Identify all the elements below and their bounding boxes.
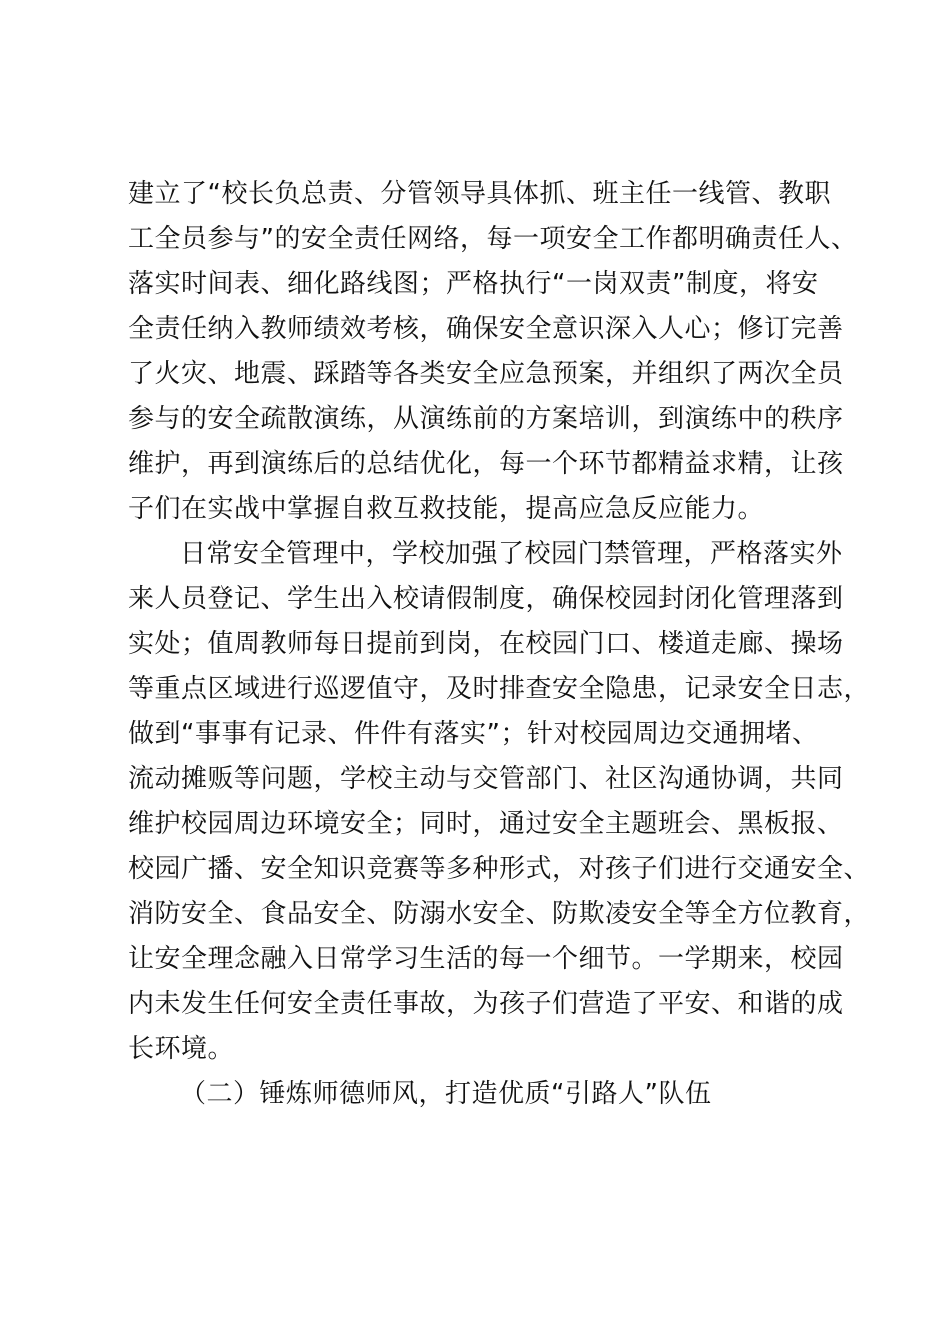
text-line: 参与的安全疏散演练，从演练前的方案培训，到演练中的秩序 [128, 404, 844, 434]
text-line: 做到“事事有记录、件件有落实”；针对校园周边交通拥堵、 [128, 719, 819, 749]
text-line: 维护，再到演练后的总结优化，每一个环节都精益求精，让孩 [128, 449, 844, 479]
text-line: 全责任纳入教师绩效考核，确保安全意识深入人心；修订完善 [128, 314, 844, 344]
text-line: 等重点区域进行巡逻值守，及时排查安全隐患，记录安全日志， [128, 674, 871, 704]
text-line: 建立了“校长负总责、分管领导具体抓、班主任一线管、教职 [128, 179, 831, 209]
text-line: 子们在实战中掌握自救互救技能，提高应急反应能力。 [128, 494, 765, 524]
text-line: 消防安全、食品安全、防溺水安全、防欺凌安全等全方位教育， [128, 899, 871, 929]
text-line: 校园广播、安全知识竞赛等多种形式，对孩子们进行交通安全、 [128, 854, 871, 884]
text-line: 来人员登记、学生出入校请假制度，确保校园封闭化管理落到 [128, 584, 844, 614]
text-line: 工全员参与”的安全责任网络，每一项安全工作都明确责任人、 [128, 224, 858, 254]
text-line: 维护校园周边环境安全；同时，通过安全主题班会、黑板报、 [128, 809, 844, 839]
text-line: 让安全理念融入日常学习生活的每一个细节。一学期来，校园 [128, 944, 844, 974]
paragraph-continuation [128, 172, 863, 532]
text-line: 了火灾、地震、踩踏等各类安全应急预案，并组织了两次全员 [128, 359, 844, 389]
text-line: 日常安全管理中，学校加强了校园门禁管理，严格落实外 [180, 539, 843, 569]
text-line: 实处；值周教师每日提前到岗，在校园门口、楼道走廊、操场 [128, 629, 844, 659]
text-line: 内未发生任何安全责任事故，为孩子们营造了平安、和谐的成 [128, 989, 844, 1019]
text-line: 长环境。 [128, 1034, 235, 1064]
paragraph-daily-safety [128, 532, 871, 1072]
text-line: 流动摊贩等问题，学校主动与交管部门、社区沟通协调，共同 [128, 764, 844, 794]
document-body [128, 172, 871, 1117]
text-line: 落实时间表、细化路线图；严格执行“一岗双责”制度，将安 [128, 269, 819, 299]
section-heading: （二）锤炼师德师风，打造优质“引路人”队伍 [180, 1079, 712, 1109]
